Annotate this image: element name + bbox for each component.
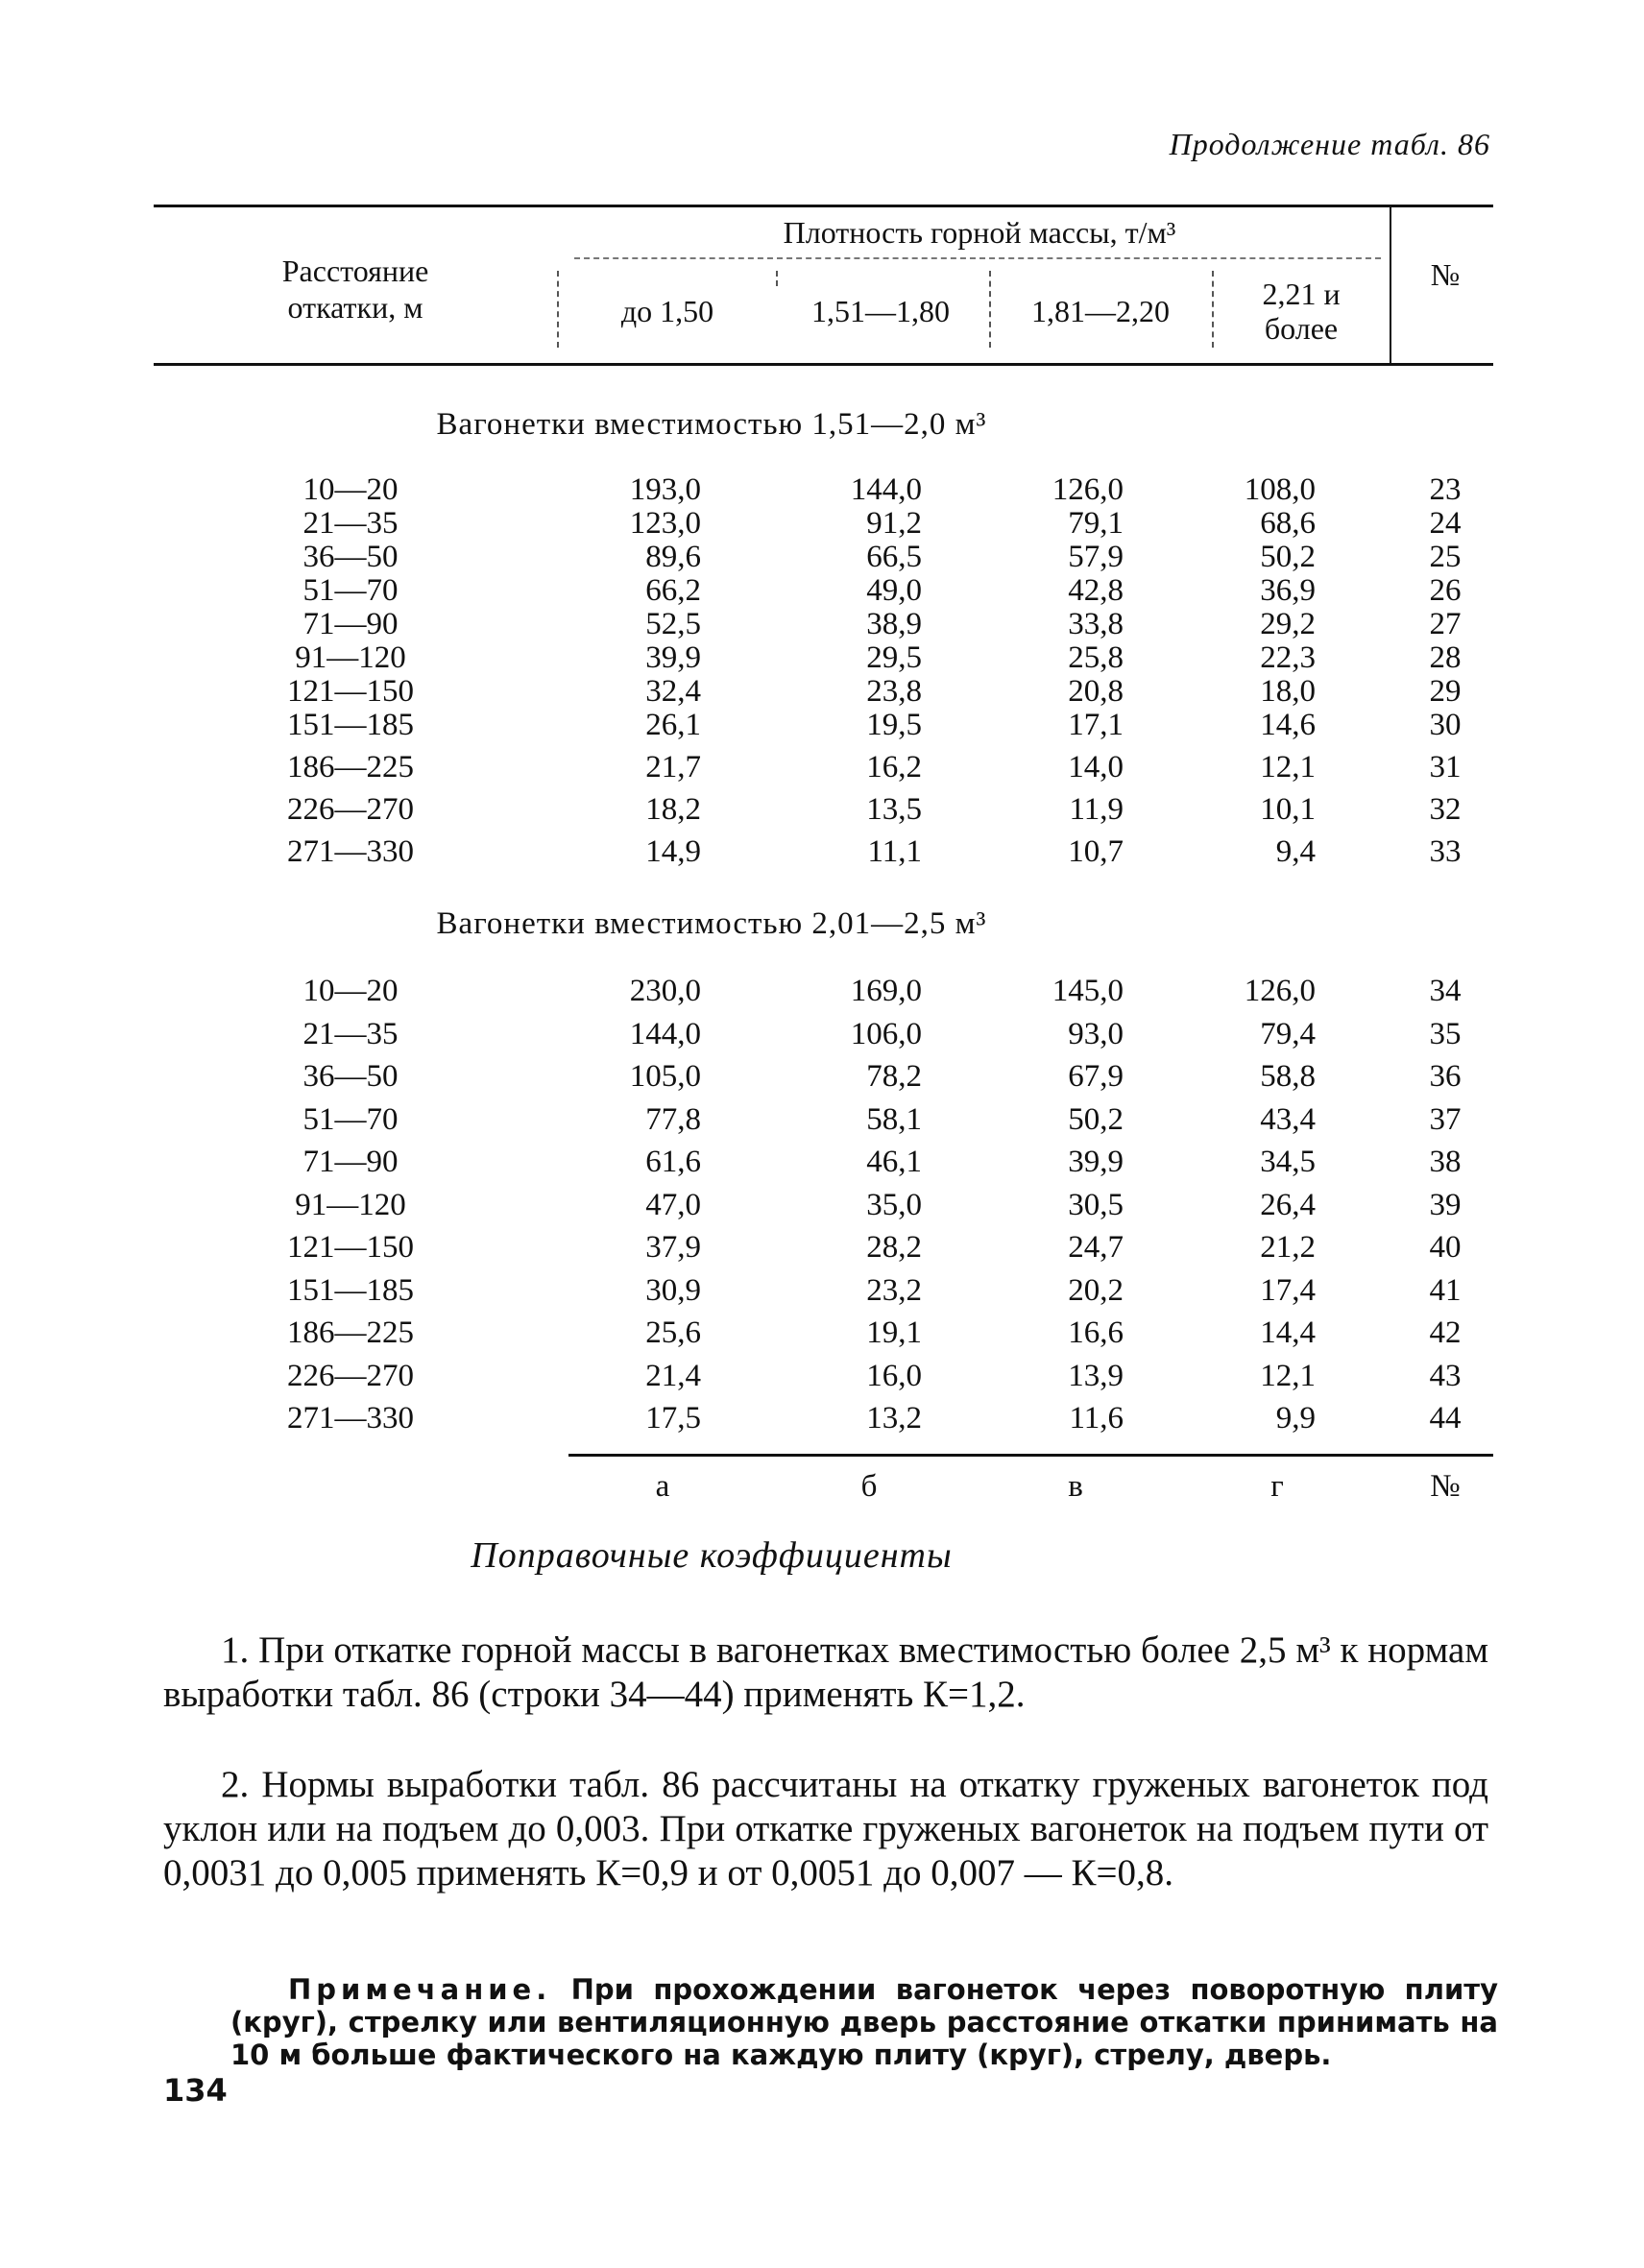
- table-row: [0, 674, 1644, 709]
- value-b-cell: 16,0: [866, 1358, 922, 1393]
- row-number-cell: 44: [1429, 1401, 1462, 1436]
- note-block: [230, 1973, 1498, 2071]
- header-divider-1: [557, 271, 559, 348]
- row-number-cell: 23: [1429, 472, 1462, 507]
- value-g-cell: 43,4: [1260, 1101, 1316, 1137]
- value-g-cell: 26,4: [1260, 1187, 1316, 1222]
- value-v-cell: 145,0: [1052, 974, 1124, 1008]
- value-g-cell: 10,1: [1260, 792, 1316, 827]
- value-g-cell: 12,1: [1260, 1358, 1316, 1393]
- row-number-cell: 26: [1429, 573, 1462, 608]
- distance-cell: 71—90: [302, 607, 399, 641]
- value-a-cell: 21,7: [645, 750, 701, 784]
- value-v-cell: 24,7: [1068, 1230, 1124, 1265]
- table-row: [0, 1230, 1644, 1265]
- distance-cell: 21—35: [302, 1016, 399, 1051]
- value-v-cell: 42,8: [1068, 573, 1124, 608]
- row-number-cell: 27: [1429, 607, 1462, 641]
- distance-cell: 51—70: [302, 1101, 399, 1137]
- row-number-cell: 37: [1429, 1101, 1462, 1137]
- value-v-cell: 93,0: [1068, 1016, 1124, 1051]
- value-g-cell: 34,5: [1260, 1145, 1316, 1179]
- table-row: [0, 506, 1644, 541]
- value-b-cell: 29,5: [866, 640, 922, 675]
- value-a-cell: 39,9: [645, 640, 701, 675]
- value-a-cell: 14,9: [645, 834, 701, 869]
- value-b-cell: 13,2: [866, 1401, 922, 1436]
- value-a-cell: 105,0: [629, 1059, 701, 1094]
- section-title-2: Вагонетки вместимостью 2,01—2,5 м³: [436, 906, 987, 941]
- distance-cell: 121—150: [287, 1230, 414, 1265]
- header-distance-line1: Расстояние: [281, 253, 429, 288]
- table-row: [0, 1273, 1644, 1308]
- value-b-cell: 38,9: [866, 607, 922, 641]
- value-g-cell: 9,4: [1275, 834, 1316, 869]
- value-b-cell: 28,2: [866, 1230, 922, 1265]
- value-a-cell: 32,4: [645, 674, 701, 709]
- value-b-cell: 19,5: [866, 708, 922, 742]
- value-a-cell: 17,5: [645, 1401, 701, 1436]
- corrections-heading: Поправочные коэффициенты: [471, 1535, 953, 1576]
- value-a-cell: 52,5: [645, 607, 701, 641]
- value-g-cell: 14,4: [1260, 1315, 1316, 1350]
- value-b-cell: 106,0: [850, 1016, 922, 1051]
- value-b-cell: 66,5: [866, 540, 922, 574]
- distance-cell: 10—20: [302, 974, 399, 1008]
- value-a-cell: 66,2: [645, 573, 701, 608]
- note-label: Примечание.: [288, 1973, 552, 2006]
- value-b-cell: 169,0: [850, 974, 922, 1008]
- value-b-cell: 35,0: [866, 1187, 922, 1222]
- table-top-rule: [154, 205, 1493, 207]
- row-number-cell: 34: [1429, 974, 1462, 1008]
- value-a-cell: 144,0: [629, 1016, 701, 1051]
- value-a-cell: 230,0: [629, 974, 701, 1008]
- value-b-cell: 23,2: [866, 1272, 922, 1308]
- value-v-cell: 11,6: [1069, 1401, 1124, 1436]
- value-a-cell: 123,0: [629, 506, 701, 541]
- row-number-cell: 39: [1429, 1187, 1462, 1222]
- value-v-cell: 79,1: [1068, 506, 1124, 541]
- value-v-cell: 50,2: [1068, 1101, 1124, 1137]
- value-g-cell: 14,6: [1260, 708, 1316, 742]
- table-row: [0, 1017, 1644, 1051]
- footer-letter-v: в: [1068, 1469, 1083, 1504]
- distance-cell: 21—35: [302, 506, 399, 541]
- distance-cell: 151—185: [287, 1272, 414, 1308]
- row-number-cell: 32: [1429, 792, 1462, 827]
- value-g-cell: 58,8: [1260, 1059, 1316, 1094]
- value-g-cell: 50,2: [1260, 540, 1316, 574]
- row-number-cell: 36: [1429, 1059, 1462, 1094]
- value-b-cell: 11,1: [867, 834, 922, 869]
- value-b-cell: 46,1: [866, 1145, 922, 1179]
- distance-cell: 10—20: [302, 472, 399, 507]
- header-col-b: 1,51—1,80: [811, 294, 950, 328]
- value-v-cell: 25,8: [1068, 640, 1124, 675]
- distance-cell: 71—90: [302, 1145, 399, 1179]
- table-row: [0, 472, 1644, 507]
- header-divider-2: [776, 271, 778, 286]
- value-b-cell: 58,1: [866, 1101, 922, 1137]
- value-b-cell: 91,2: [866, 506, 922, 541]
- header-density-title: Плотность горной массы, т/м³: [783, 215, 1176, 250]
- table-row: [0, 1359, 1644, 1393]
- value-g-cell: 126,0: [1244, 974, 1316, 1008]
- value-v-cell: 20,8: [1068, 674, 1124, 709]
- row-number-cell: 25: [1429, 540, 1462, 574]
- table-row: [0, 540, 1644, 574]
- density-underline-divider: [574, 257, 1381, 259]
- table-row: [0, 1315, 1644, 1350]
- section-title-1: Вагонетки вместимостью 1,51—2,0 м³: [436, 407, 987, 442]
- header-col-g-line1: 2,21 и: [1262, 277, 1341, 311]
- page-number: 134: [163, 2072, 228, 2109]
- value-b-cell: 16,2: [866, 750, 922, 784]
- value-g-cell: 108,0: [1244, 472, 1316, 507]
- value-a-cell: 21,4: [645, 1358, 701, 1393]
- value-g-cell: 18,0: [1260, 674, 1316, 709]
- distance-cell: 226—270: [287, 1358, 414, 1393]
- distance-cell: 271—330: [287, 1401, 414, 1436]
- value-v-cell: 13,9: [1068, 1358, 1124, 1393]
- value-a-cell: 193,0: [629, 472, 701, 507]
- value-a-cell: 26,1: [645, 708, 701, 742]
- value-a-cell: 47,0: [645, 1187, 701, 1222]
- value-b-cell: 13,5: [866, 792, 922, 827]
- value-b-cell: 144,0: [850, 472, 922, 507]
- header-col-v: 1,81—2,20: [1031, 294, 1170, 328]
- distance-cell: 186—225: [287, 750, 414, 784]
- value-a-cell: 61,6: [645, 1145, 701, 1179]
- table-row: [0, 974, 1644, 1008]
- value-v-cell: 20,2: [1068, 1272, 1124, 1308]
- header-divider-4: [1212, 271, 1214, 348]
- header-col-g-line2: более: [1264, 311, 1339, 346]
- table-no-column-divider: [1390, 205, 1391, 363]
- value-g-cell: 79,4: [1260, 1016, 1316, 1051]
- value-v-cell: 39,9: [1068, 1145, 1124, 1179]
- distance-cell: 91—120: [295, 640, 406, 675]
- value-g-cell: 68,6: [1260, 506, 1316, 541]
- value-a-cell: 18,2: [645, 792, 701, 827]
- value-v-cell: 16,6: [1068, 1315, 1124, 1350]
- value-a-cell: 30,9: [645, 1272, 701, 1308]
- paragraph-2: 2. Нормы выработки табл. 86 рассчитаны на откатку груженых вагонеток под уклон или на подъем до 0,003. При откатке груженых вагонеток на подъем пути от 0,0031 до 0,005 применять К=0,9 и от 0,0051 до 0,007 — К=0,8.: [163, 1764, 1488, 1894]
- distance-cell: 226—270: [287, 792, 414, 827]
- value-v-cell: 30,5: [1068, 1187, 1124, 1222]
- distance-cell: 186—225: [287, 1315, 414, 1350]
- row-number-cell: 43: [1429, 1358, 1462, 1393]
- table-row: [0, 1145, 1644, 1179]
- footer-letter-no: №: [1430, 1469, 1461, 1504]
- note-text: При прохождении вагонеток через поворотную плиту (круг), стрелку или вентиляционную дверь расстояние откатки принимать на 10 м больше фактического на каждую плиту (круг), стрелу, дверь.: [230, 1973, 1498, 2071]
- distance-cell: 271—330: [287, 834, 414, 869]
- value-v-cell: 17,1: [1068, 708, 1124, 742]
- value-g-cell: 9,9: [1275, 1401, 1316, 1436]
- value-g-cell: 36,9: [1260, 573, 1316, 608]
- value-g-cell: 12,1: [1260, 750, 1316, 784]
- continuation-caption: Продолжение табл. 86: [1169, 127, 1490, 161]
- table-row: [0, 1102, 1644, 1137]
- distance-cell: 121—150: [287, 674, 414, 709]
- footer-letter-a: а: [655, 1469, 670, 1504]
- header-divider-3: [989, 271, 991, 348]
- distance-cell: 36—50: [302, 540, 399, 574]
- value-g-cell: 22,3: [1260, 640, 1316, 675]
- value-b-cell: 49,0: [866, 573, 922, 608]
- distance-cell: 51—70: [302, 573, 399, 608]
- value-g-cell: 21,2: [1260, 1230, 1316, 1265]
- value-a-cell: 37,9: [645, 1230, 701, 1265]
- distance-cell: 36—50: [302, 1059, 399, 1094]
- paragraph-1: 1. При откатке горной массы в вагонетках вместимостью более 2,5 м³ к нормам выработки табл. 86 (строки 34—44) применять К=1,2.: [163, 1629, 1488, 1715]
- value-v-cell: 14,0: [1068, 750, 1124, 784]
- value-b-cell: 19,1: [866, 1315, 922, 1350]
- row-number-cell: 24: [1429, 506, 1462, 541]
- table-row: [0, 1401, 1644, 1436]
- header-col-no: №: [1430, 257, 1461, 292]
- value-a-cell: 25,6: [645, 1315, 701, 1350]
- value-v-cell: 10,7: [1068, 834, 1124, 869]
- row-number-cell: 41: [1429, 1272, 1462, 1308]
- table-row: [0, 708, 1644, 742]
- value-a-cell: 89,6: [645, 540, 701, 574]
- table-row: [0, 1188, 1644, 1222]
- row-number-cell: 28: [1429, 640, 1462, 675]
- table-footer-rule: [568, 1454, 1493, 1457]
- value-b-cell: 23,8: [866, 674, 922, 709]
- header-col-a: до 1,50: [620, 294, 714, 328]
- footer-letter-b: б: [860, 1469, 878, 1504]
- footer-letter-g: г: [1270, 1469, 1284, 1504]
- table-header-bottom-rule: [154, 363, 1493, 366]
- value-g-cell: 29,2: [1260, 607, 1316, 641]
- distance-cell: 91—120: [295, 1187, 406, 1222]
- row-number-cell: 42: [1429, 1315, 1462, 1350]
- value-v-cell: 33,8: [1068, 607, 1124, 641]
- table-row: [0, 607, 1644, 641]
- value-v-cell: 11,9: [1069, 792, 1124, 827]
- table-row: [0, 1059, 1644, 1094]
- table-row: [0, 640, 1644, 675]
- row-number-cell: 40: [1429, 1230, 1462, 1265]
- row-number-cell: 33: [1429, 834, 1462, 869]
- table-row: [0, 573, 1644, 608]
- distance-cell: 151—185: [287, 708, 414, 742]
- row-number-cell: 31: [1429, 750, 1462, 784]
- table-row: [0, 792, 1644, 827]
- value-v-cell: 126,0: [1052, 472, 1124, 507]
- header-distance-line2: откатки, м: [287, 290, 423, 325]
- row-number-cell: 38: [1429, 1145, 1462, 1179]
- value-v-cell: 67,9: [1068, 1059, 1124, 1094]
- value-v-cell: 57,9: [1068, 540, 1124, 574]
- value-a-cell: 77,8: [645, 1101, 701, 1137]
- value-b-cell: 78,2: [866, 1059, 922, 1094]
- row-number-cell: 30: [1429, 708, 1462, 742]
- row-number-cell: 35: [1429, 1016, 1462, 1051]
- value-g-cell: 17,4: [1260, 1272, 1316, 1308]
- table-row: [0, 834, 1644, 869]
- row-number-cell: 29: [1429, 674, 1462, 709]
- table-row: [0, 750, 1644, 784]
